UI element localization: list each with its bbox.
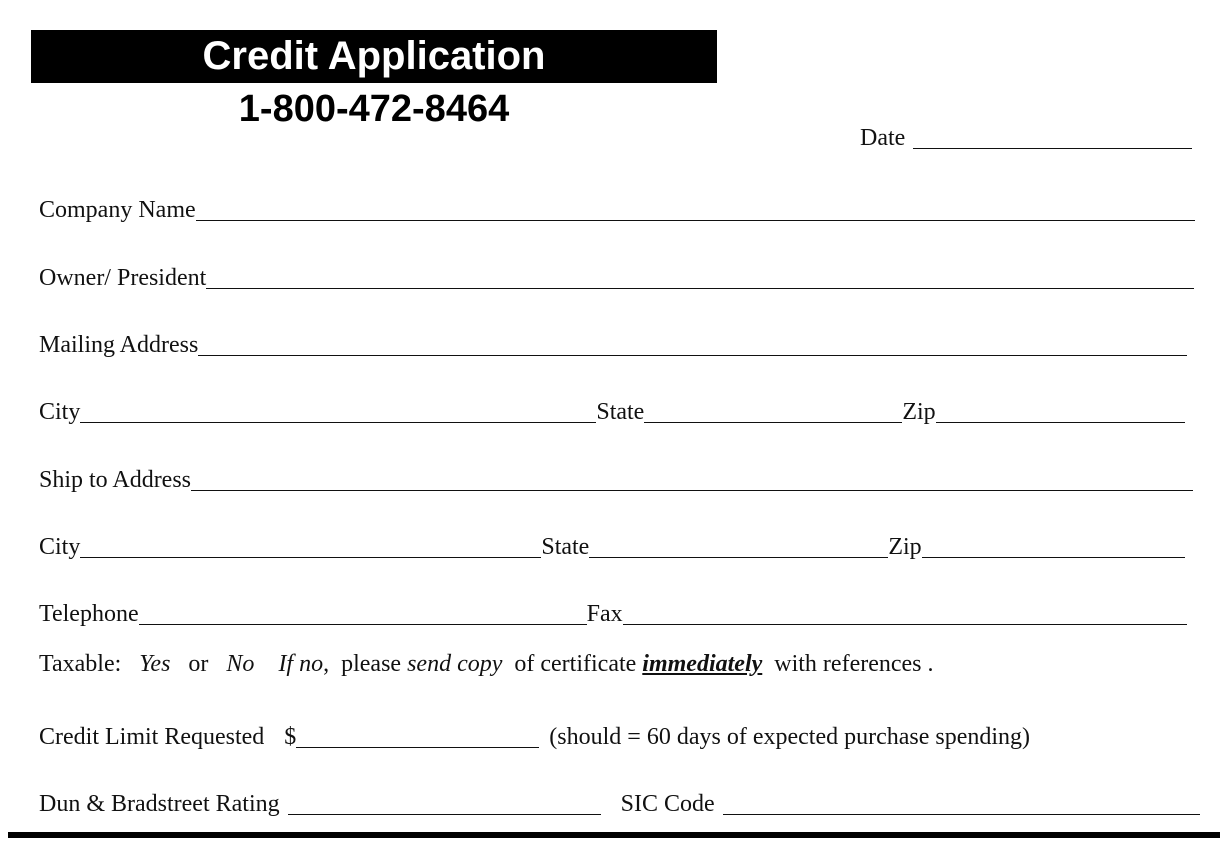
taxable-of-certificate: of certificate [514, 651, 637, 677]
ship-state-field[interactable] [589, 535, 888, 558]
ship-address-field[interactable] [191, 468, 1193, 491]
sic-field[interactable] [723, 792, 1200, 815]
credit-limit-label: Credit Limit Requested [39, 724, 265, 750]
credit-limit-row [39, 723, 1030, 751]
ship-city-label: City [39, 534, 81, 560]
sic-label: SIC Code [620, 791, 715, 817]
telephone-label: Telephone [39, 601, 139, 627]
taxable-with-references: with references . [774, 651, 934, 677]
date-label: Date [860, 125, 906, 151]
ship-city-field[interactable] [80, 535, 541, 558]
bottom-rule [8, 832, 1220, 838]
owner-label: Owner/ President [39, 265, 207, 291]
company-name-row [39, 196, 1195, 224]
company-name-label: Company Name [39, 197, 196, 223]
telephone-fax-row [39, 600, 1187, 628]
ship-state-label: State [541, 534, 590, 560]
taxable-row [39, 650, 934, 678]
owner-field[interactable] [206, 266, 1194, 289]
ship-address-label: Ship to Address [39, 467, 192, 493]
ship-zip-label: Zip [888, 534, 922, 560]
telephone-field[interactable] [139, 602, 587, 625]
fax-field[interactable] [623, 602, 1187, 625]
mail-state-label: State [596, 399, 645, 425]
form-title: Credit Application [31, 30, 717, 83]
ship-address-row [39, 466, 1193, 494]
mail-zip-label: Zip [902, 399, 936, 425]
taxable-if-no: If no [278, 651, 324, 677]
dnb-sic-row [39, 790, 1200, 818]
taxable-no[interactable]: No [226, 651, 255, 677]
credit-limit-note: (should = 60 days of expected purchase spending) [549, 724, 1031, 750]
mailing-address-label: Mailing Address [39, 332, 199, 358]
date-row [860, 124, 1192, 152]
company-name-field[interactable] [196, 198, 1195, 221]
currency-symbol: $ [284, 724, 297, 750]
credit-limit-field[interactable] [296, 725, 539, 748]
taxable-or: or [188, 651, 209, 677]
dnb-field[interactable] [288, 792, 601, 815]
owner-row [39, 264, 1194, 292]
mail-city-state-zip-row [39, 398, 1185, 426]
mailing-address-field[interactable] [198, 333, 1187, 356]
taxable-please: , please [323, 651, 402, 677]
phone-number: 1-800-472-8464 [238, 88, 510, 130]
dnb-label: Dun & Bradstreet Rating [39, 791, 280, 817]
mail-zip-field[interactable] [936, 400, 1185, 423]
taxable-yes[interactable]: Yes [139, 651, 171, 677]
ship-zip-field[interactable] [922, 535, 1185, 558]
taxable-label: Taxable: [39, 651, 122, 677]
fax-label: Fax [586, 601, 623, 627]
taxable-immediately: immediately [642, 651, 763, 677]
mail-city-field[interactable] [80, 400, 596, 423]
mail-state-field[interactable] [644, 400, 902, 423]
ship-city-state-zip-row [39, 533, 1185, 561]
mail-city-label: City [39, 399, 81, 425]
taxable-send-copy: send copy [407, 651, 503, 677]
mailing-address-row [39, 331, 1187, 359]
date-field[interactable] [913, 126, 1192, 149]
